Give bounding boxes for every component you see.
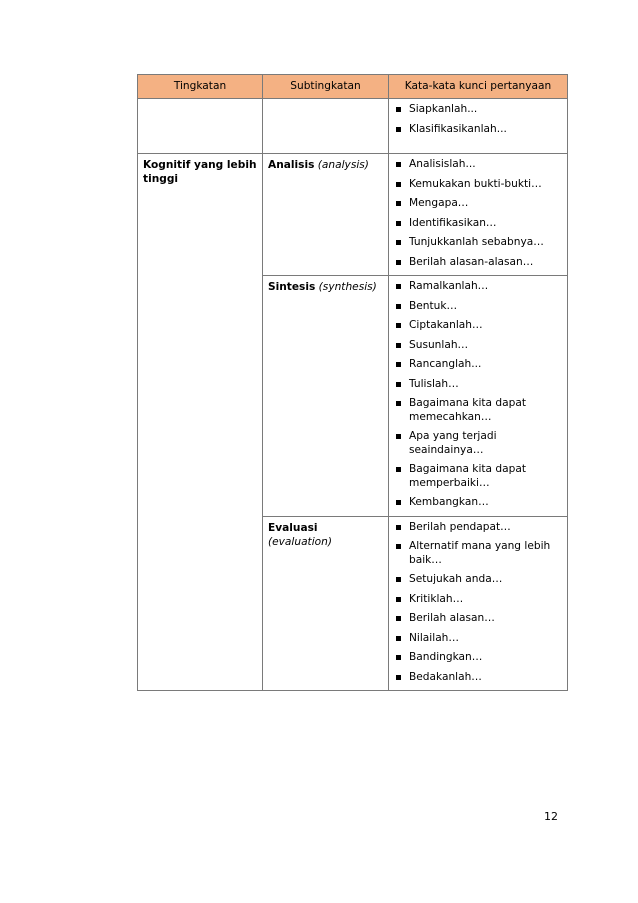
list-item: Rancanglah... — [394, 358, 562, 372]
square-bullet-icon — [396, 182, 401, 187]
square-bullet-icon — [396, 500, 401, 505]
list-item: Klasifikasikanlah... — [394, 123, 562, 137]
list-item: Alternatif mana yang lebih baik… — [394, 540, 562, 567]
header-subtingkatan: Subtingkatan — [263, 75, 389, 99]
list-item: Mengapa… — [394, 197, 562, 211]
keywords-cell-evaluation — [389, 516, 568, 691]
cell-continued-keywords — [389, 99, 568, 154]
square-bullet-icon — [396, 434, 401, 439]
square-bullet-icon — [396, 525, 401, 530]
square-bullet-icon — [396, 201, 401, 206]
list-item: Tunjukkanlah sebabnya… — [394, 236, 562, 250]
cell-empty-sublevel — [263, 99, 389, 154]
header-keywords: Kata-kata kunci pertanyaan — [389, 75, 568, 99]
list-item: Kembangkan… — [394, 496, 562, 510]
table-row-analysis — [138, 154, 568, 276]
list-item: Kritiklah… — [394, 593, 562, 607]
keyword-table — [137, 74, 568, 691]
list-item: Berilah alasan… — [394, 612, 562, 626]
list-item: Bandingkan… — [394, 651, 562, 665]
keyword-list — [394, 103, 562, 136]
sublevel-cell-evaluation: Evaluasi (evaluation) — [263, 516, 389, 691]
square-bullet-icon — [396, 401, 401, 406]
square-bullet-icon — [396, 304, 401, 309]
list-item: Tulislah… — [394, 378, 562, 392]
sublevel-cell-synthesis: Sintesis (synthesis) — [263, 276, 389, 517]
list-item: Analisislah... — [394, 158, 562, 172]
list-item: Berilah pendapat… — [394, 521, 562, 535]
square-bullet-icon — [396, 127, 401, 132]
square-bullet-icon — [396, 616, 401, 621]
square-bullet-icon — [396, 162, 401, 167]
list-item: Nilailah… — [394, 632, 562, 646]
square-bullet-icon — [396, 323, 401, 328]
list-item: Setujukah anda… — [394, 573, 562, 587]
square-bullet-icon — [396, 240, 401, 245]
list-item: Bagaimana kita dapat memecahkan… — [394, 397, 562, 424]
square-bullet-icon — [396, 362, 401, 367]
square-bullet-icon — [396, 675, 401, 680]
header-tingkatan: Tingkatan — [138, 75, 263, 99]
list-item: Ciptakanlah… — [394, 319, 562, 333]
square-bullet-icon — [396, 382, 401, 387]
page-number: 12 — [544, 810, 558, 823]
square-bullet-icon — [396, 597, 401, 602]
list-item: Bentuk… — [394, 300, 562, 314]
list-item: Kemukakan bukti-bukti… — [394, 178, 562, 192]
keyword-list — [394, 280, 562, 510]
list-item: Ramalkanlah… — [394, 280, 562, 294]
keywords-cell-synthesis — [389, 276, 568, 517]
square-bullet-icon — [396, 577, 401, 582]
square-bullet-icon — [396, 544, 401, 549]
list-item: Identifikasikan… — [394, 217, 562, 231]
square-bullet-icon — [396, 260, 401, 265]
list-item: Bagaimana kita dapat memperbaiki… — [394, 463, 562, 490]
keyword-list — [394, 158, 562, 269]
list-item: Bedakanlah… — [394, 671, 562, 685]
list-item: Berilah alasan-alasan… — [394, 256, 562, 270]
level-cell: Kognitif yang lebih tinggi — [138, 154, 263, 691]
cell-empty-level — [138, 99, 263, 154]
square-bullet-icon — [396, 221, 401, 226]
list-item: Apa yang terjadi seaindainya… — [394, 430, 562, 457]
sublevel-cell-analysis: Analisis (analysis) — [263, 154, 389, 276]
list-item: Susunlah… — [394, 339, 562, 353]
keyword-list — [394, 521, 562, 685]
square-bullet-icon — [396, 284, 401, 289]
table-row-continued — [138, 99, 568, 154]
square-bullet-icon — [396, 636, 401, 641]
square-bullet-icon — [396, 107, 401, 112]
square-bullet-icon — [396, 467, 401, 472]
keywords-cell-analysis — [389, 154, 568, 276]
square-bullet-icon — [396, 655, 401, 660]
square-bullet-icon — [396, 343, 401, 348]
table-header-row — [138, 75, 568, 99]
list-item: Siapkanlah... — [394, 103, 562, 117]
